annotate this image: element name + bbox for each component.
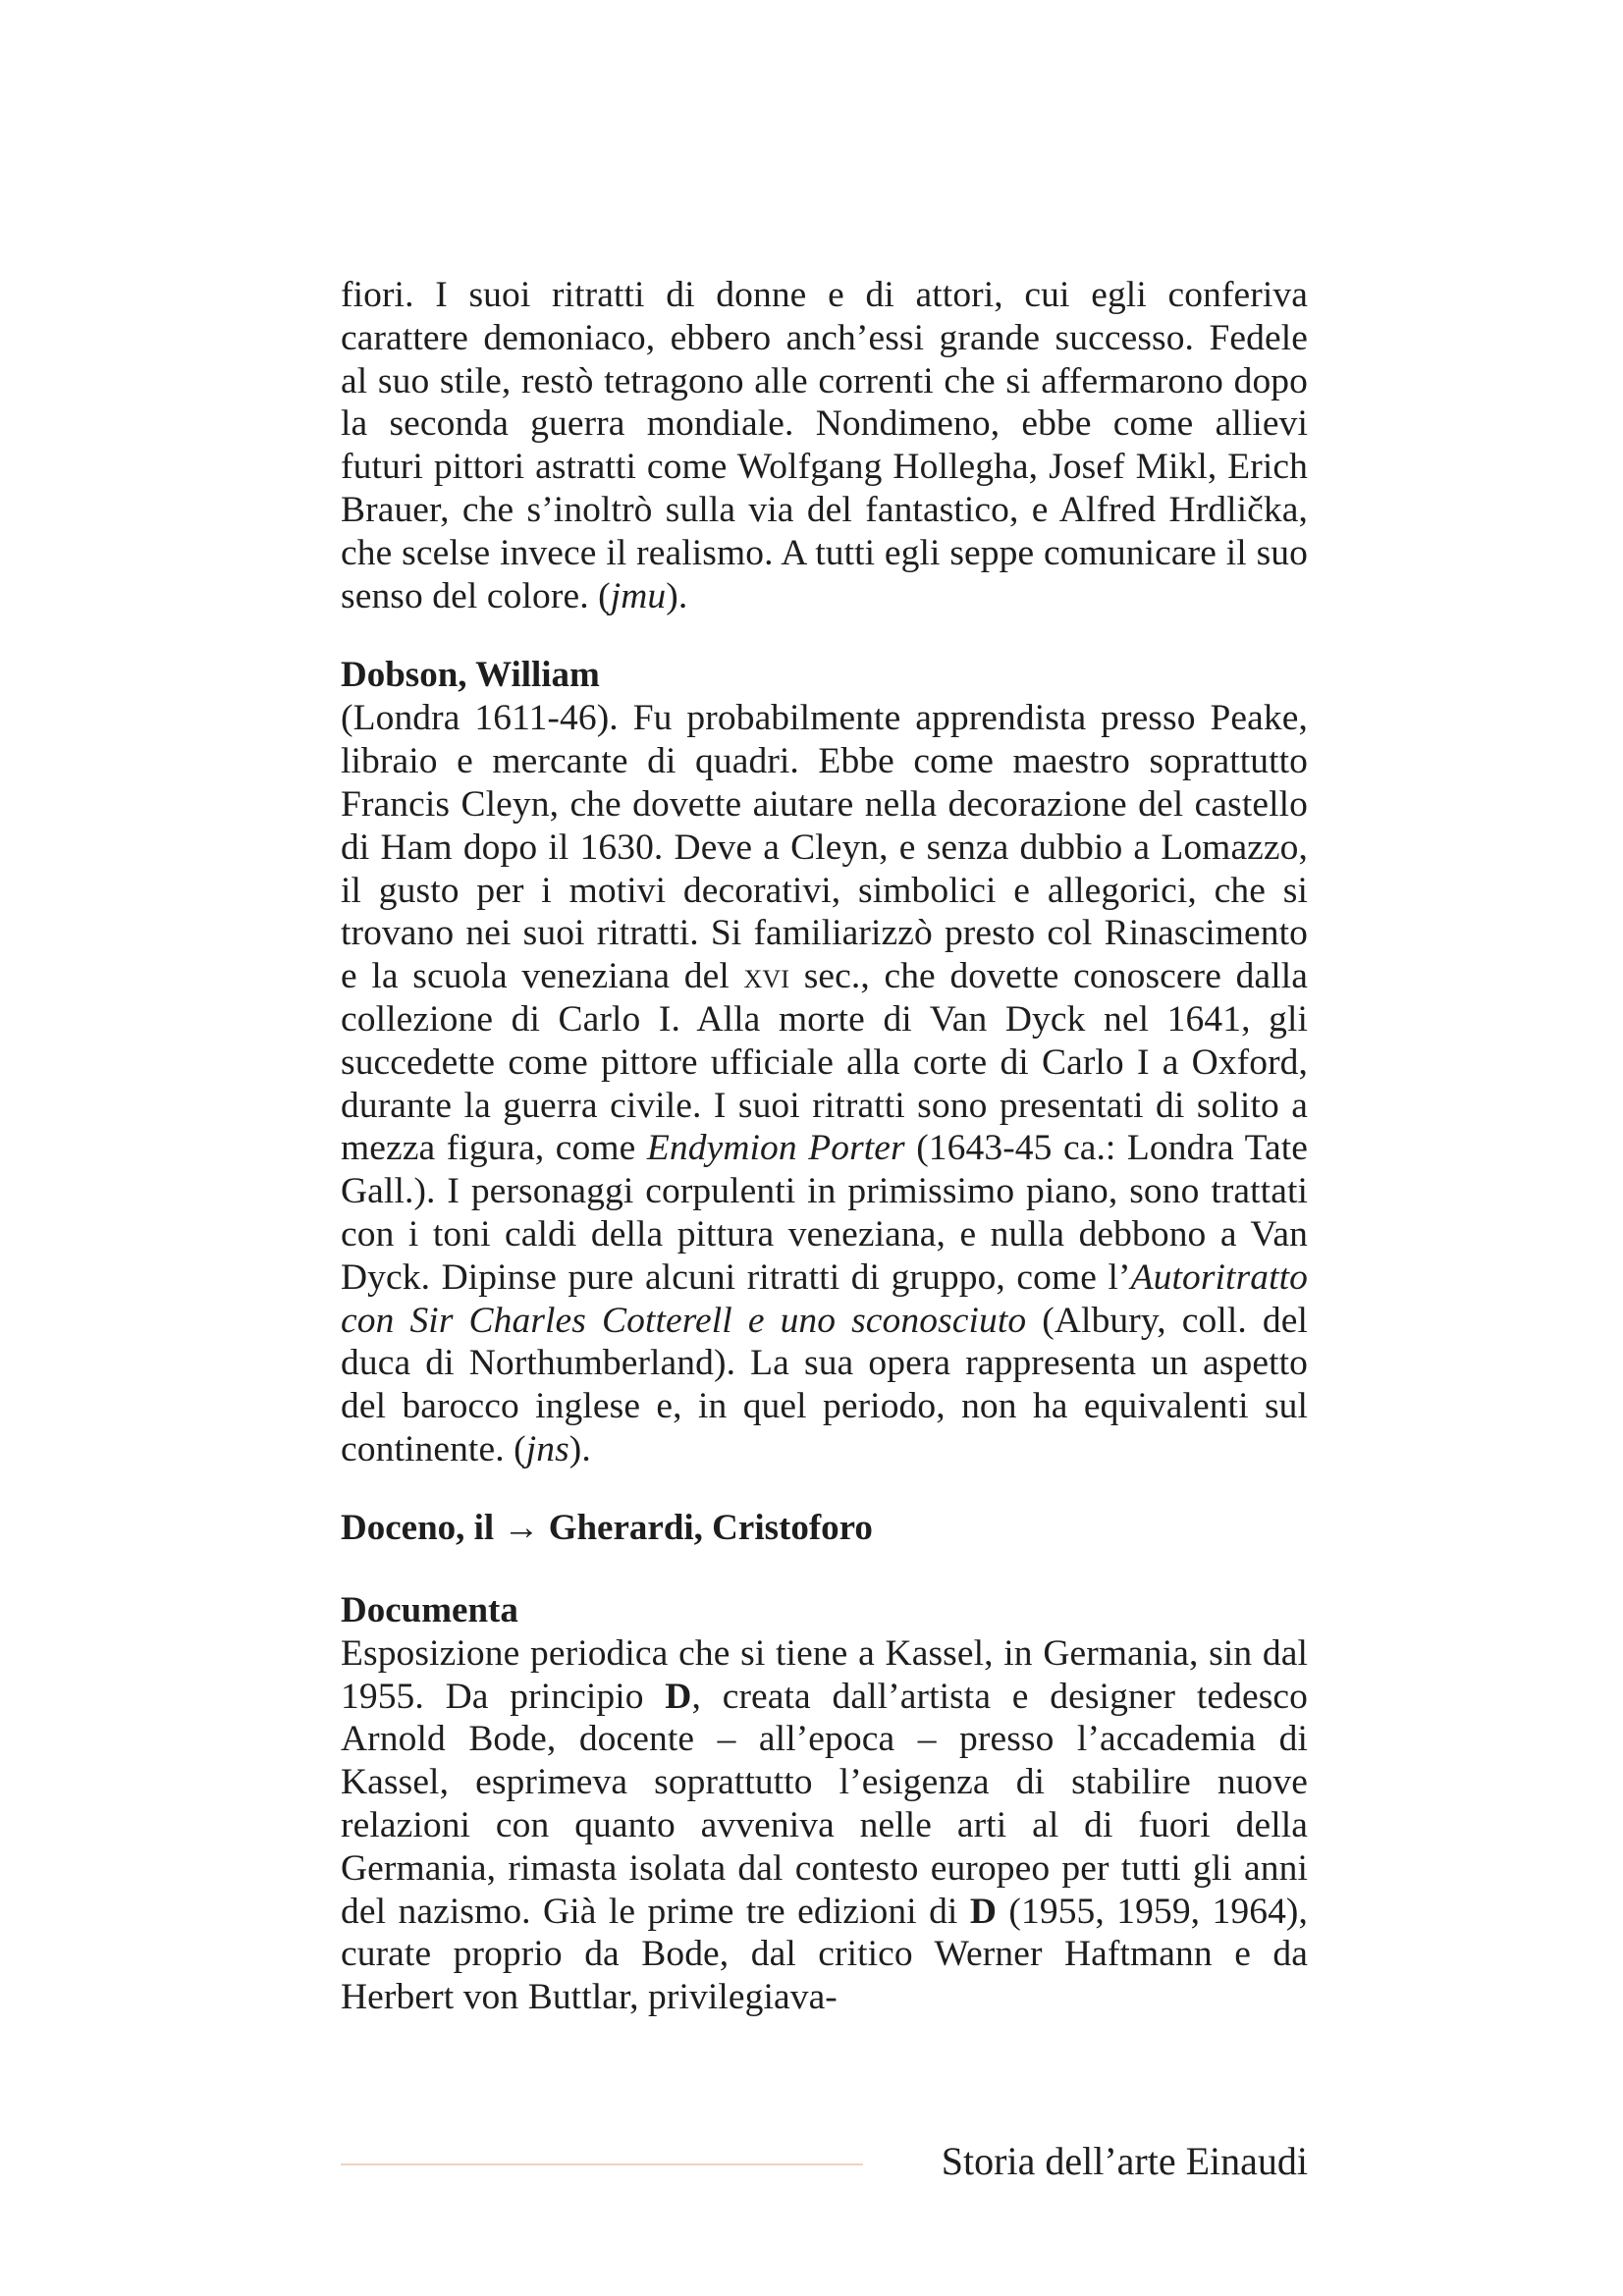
century-numeral: xvi <box>743 956 790 997</box>
text-run: ). <box>666 575 688 616</box>
text-run: (Albury, coll. del duca di Northumberland). La sua opera rappresenta un aspetto del barocco inglese e, in quel periodo, non ha equivalenti sul continente. ( <box>341 1300 1308 1469</box>
text-run: (Londra 1611-46). Fu probabilmente apprendista presso Peake, libraio e mercante di quadri. Ebbe come maestro soprattutto Francis Cleyn, che dovette aiutare nella decorazione del castello di Ham dopo il 1630. Deve a Cleyn, e senza dubbio a Lomazzo, il gusto per i motivi decorativi, simbolici e allegorici, che si trovano nei suoi ritratti. Si familiarizzò presto col Rinascimento e la scuola veneziana del <box>341 698 1308 997</box>
text-run: fiori. I suoi ritratti di donne e di attori, cui egli conferiva carattere demoniaco, ebbero anch’essi grande successo. Fedele al suo stile, restò tetragono alle correnti che si affermarono dopo la seconda guerra mondiale. Nondimeno, ebbe come allievi futuri pittori astratti come Wolfgang Hollegha, Josef Mikl, Erich Brauer, che s’inoltrò sulla via del fantastico, e Alfred Hrdlička, che scelse invece il realismo. A tutti egli seppe comunicare il suo senso del colore. ( <box>341 275 1308 616</box>
footer-rule <box>341 2163 863 2165</box>
page-footer <box>341 2136 1308 2187</box>
text-run: Esposizione periodica che si tiene a Kassel, in Germania, sin dal 1955. Da principio <box>341 1632 1308 1717</box>
text-run: ). <box>568 1428 591 1469</box>
entry-body-dobson <box>341 697 1308 1470</box>
entry-abbreviation: D <box>969 1891 998 1932</box>
entry-heading-documenta: Documenta <box>341 1589 518 1630</box>
text-run: (1643-45 ca.: Londra Tate Gall.). I personaggi corpulenti in primissimo piano, sono trattati con i toni caldi della pittura veneziana, e nulla debbono a Van Dyck. Dipinse pure alcuni ritratti di gruppo, come l’ <box>341 1128 1308 1298</box>
artwork-title: Endymion Porter <box>646 1128 905 1169</box>
author-initials: jns <box>525 1428 569 1469</box>
entry-body-documenta <box>341 1632 1308 2019</box>
footer-title: Storia dell’arte Einaudi <box>941 2139 1308 2183</box>
entry-abbreviation: D <box>665 1676 692 1717</box>
text-run: , creata dall’artista e designer tedesco Arnold Bode, docente – all’epoca – presso l’accademia di Kassel, esprimeva soprattutto l’esigenza di stabilire nuove relazioni con quanto avveniva nelle arti al di fuori della Germania, rimasta isolata dal contesto europeo per tutti gli anni del nazismo. Già le prime tre edizioni di <box>341 1676 1308 1932</box>
text-run: sec., che dovette conoscere dalla collezione di Carlo I. Alla morte di Van Dyck nel 1641, gli succedette come pittore ufficiale alla corte di Carlo I a Oxford, durante la guerra civile. I suoi ritratti sono presentati di solito a mezza figura, come <box>341 956 1308 1169</box>
text-column <box>341 274 1308 2019</box>
author-initials: jmu <box>610 575 667 616</box>
artwork-title: Autoritratto con Sir Charles Cotterell e uno sconosciuto <box>341 1256 1308 1341</box>
entry-heading-doceno: Doceno, il → Gherardi, Cristoforo <box>341 1507 873 1548</box>
entry-continuation-paragraph <box>341 274 1308 617</box>
text-run: (1955, 1959, 1964), curate proprio da Bode, dal critico Werner Haftmann e da Herbert von Buttlar, privilegiava- <box>341 1891 1308 2018</box>
entry-heading-dobson: Dobson, William <box>341 655 600 696</box>
